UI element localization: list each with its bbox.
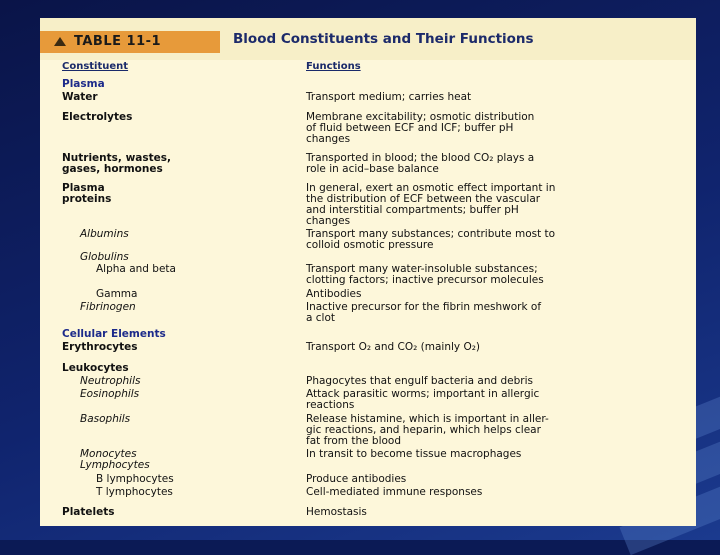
row-constituent: Globulins <box>80 251 129 263</box>
row-function: Attack parasitic worms; important in allergic reactions <box>306 388 540 411</box>
row-constituent: Cellular Elements <box>62 328 166 340</box>
row-function: Membrane excitability; osmotic distribution of fluid between ECF and ICF; buffer pH changes <box>306 111 535 145</box>
row-function: Cell-mediated immune responses <box>306 486 483 498</box>
row-constituent: Neutrophils <box>80 375 141 387</box>
header-constituent: Constituent <box>62 61 129 72</box>
row-constituent: Gamma <box>96 288 138 300</box>
row-constituent: Nutrients, wastes, gases, hormones <box>62 152 171 175</box>
row-function: In general, exert an osmotic effect important in the distribution of ECF between the vascular and interstitial compartments; buffer pH changes <box>306 182 556 227</box>
row-constituent: Plasma <box>62 78 105 90</box>
row-constituent: Leukocytes <box>62 362 129 374</box>
row-constituent: B lymphocytes <box>96 473 174 485</box>
row-constituent: Erythrocytes <box>62 341 138 353</box>
row-function: Hemostasis <box>306 506 367 518</box>
row-function: Produce antibodies <box>306 473 407 485</box>
row-constituent: Platelets <box>62 506 115 518</box>
row-constituent: Eosinophils <box>80 388 140 400</box>
row-constituent: Lymphocytes <box>80 459 150 471</box>
header-functions: Functions <box>306 61 361 72</box>
row-function: Transported in blood; the blood CO₂ plays a role in acid–base balance <box>306 152 535 175</box>
row-constituent: Monocytes <box>80 448 137 460</box>
row-function: Transport many substances; contribute most to colloid osmotic pressure <box>306 228 556 251</box>
row-function: Transport many water-insoluble substances; clotting factors; inactive precursor molecules <box>306 263 544 286</box>
table-body <box>40 18 696 526</box>
table-title: Blood Constituents and Their Functions <box>233 31 534 47</box>
row-function: Antibodies <box>306 288 362 300</box>
row-function: Transport O₂ and CO₂ (mainly O₂) <box>306 341 481 353</box>
row-function: Transport medium; carries heat <box>306 91 472 103</box>
table-number: TABLE 11-1 <box>74 34 162 49</box>
row-constituent: Water <box>62 91 98 103</box>
row-constituent: Albumins <box>80 228 129 240</box>
row-function: Phagocytes that engulf bacteria and debris <box>306 375 533 387</box>
row-constituent: Basophils <box>80 413 131 425</box>
row-constituent: Plasma proteins <box>62 182 112 205</box>
row-function: In transit to become tissue macrophages <box>306 448 522 460</box>
row-constituent: Electrolytes <box>62 111 133 123</box>
row-constituent: Alpha and beta <box>96 263 176 275</box>
table-card <box>40 18 696 526</box>
row-constituent: Fibrinogen <box>80 301 136 313</box>
row-function: Inactive precursor for the fibrin meshwork of a clot <box>306 301 542 324</box>
row-function: Release histamine, which is important in aller- gic reactions, and heparin, which helps clear fat from the blood <box>306 413 549 447</box>
row-constituent: T lymphocytes <box>96 486 173 498</box>
